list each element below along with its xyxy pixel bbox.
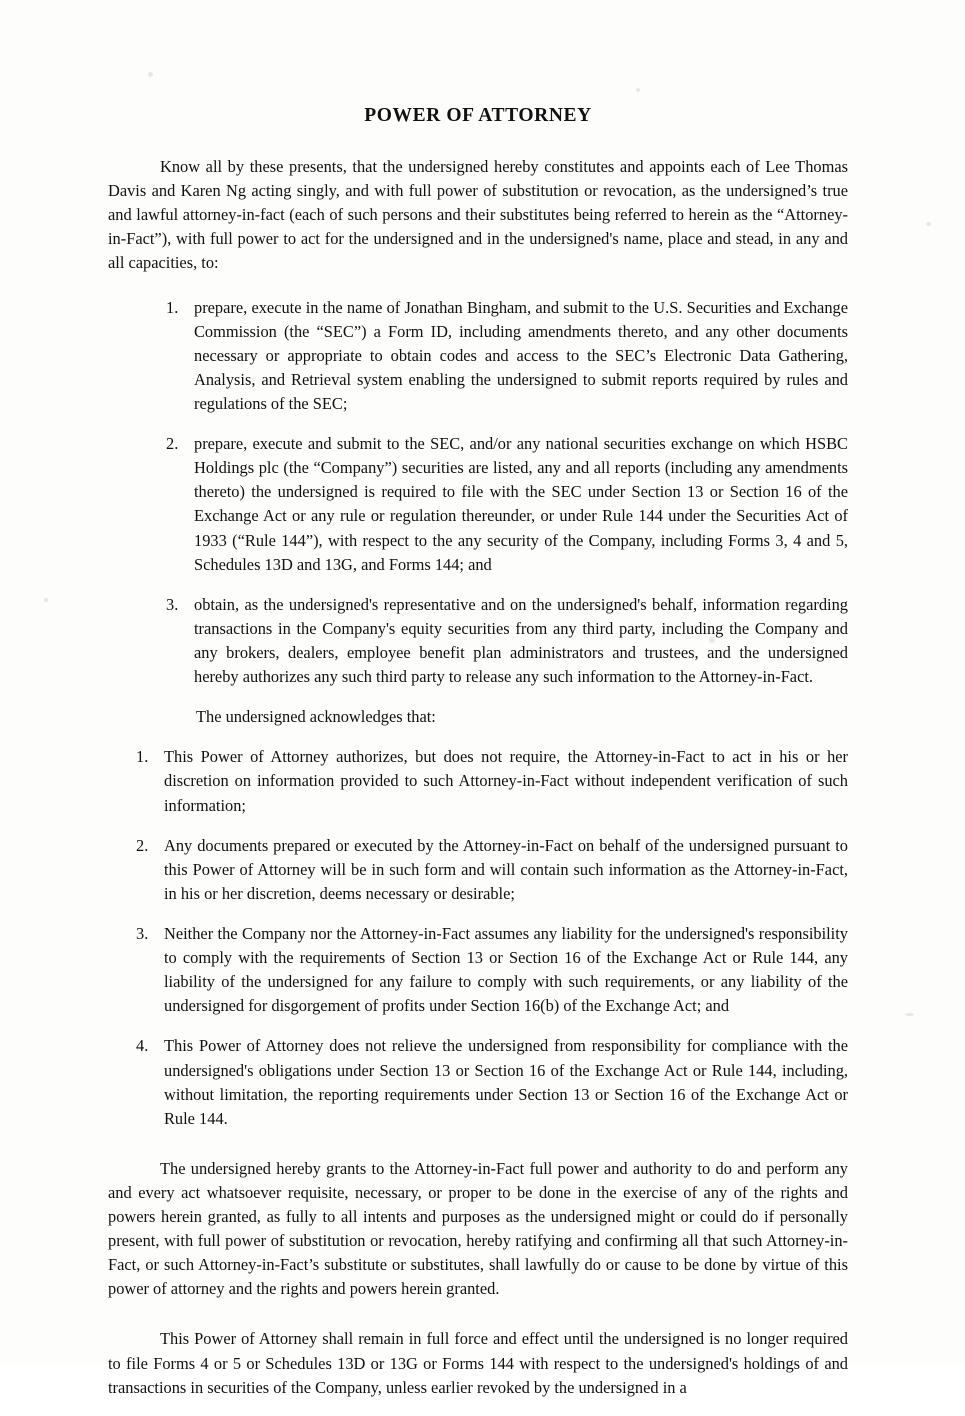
acknowledgements-list <box>130 745 848 1131</box>
page-title: POWER OF ATTORNEY <box>364 105 592 126</box>
list-item-marker: 3. <box>166 594 179 614</box>
scan-speck <box>905 1013 914 1016</box>
list-item-text: prepare, execute in the name of Jonathan Bingham, and submit to the U.S. Securities and Exchange Commission (the “SEC”) a Form ID, including amendments thereto, and any other documents necessary or appropriate to obtain codes and access to the SEC’s Electronic Data Gathering, Analysis, and Retrieval system enabling the undersigned to submit reports required by rules and regulations of the SEC; <box>194 297 848 413</box>
acknowledgement-lead: The undersigned acknowledges that: <box>196 707 436 727</box>
scan-speck <box>44 598 48 602</box>
list-item <box>160 296 848 417</box>
list-item-marker: 4. <box>136 1036 149 1056</box>
list-item-marker: 1. <box>136 747 149 767</box>
list-item <box>130 922 848 1018</box>
list-item-marker: 2. <box>136 835 149 855</box>
scan-speck <box>926 222 931 226</box>
powers-list <box>160 296 848 690</box>
list-item-text: prepare, execute and submit to the SEC, and/or any national securities exchange on which HSBC Holdings plc (the “Company”) securities are listed, any and all reports (including any amendments thereto) the undersigned is required to file with the SEC under Section 13 or Section 16 of the Exchange Act or any rule or regulation thereunder, or under Rule 144 under the Securities Act of 1933 (“Rule 144”), with respect to the any security of the Company, including Forms 3, 4 and 5, Schedules 13D and 13G, and Forms 144; and <box>194 434 848 574</box>
list-item-marker: 1. <box>166 297 179 317</box>
list-item <box>160 593 848 689</box>
list-item <box>130 834 848 906</box>
document-body <box>108 105 848 1416</box>
intro-paragraph: Know all by these presents, that the undersigned hereby constitutes and appoints each of Lee Thomas Davis and Karen Ng acting singly, and with full power of substitution or revocation, as the undersigned’s true and lawful attorney-in-fact (each of such persons and their substitutes being referred to herein as the “Attorney-in-Fact”), with full power to act for the undersigned and in the undersigned's name, place and stead, in any and all capacities, to: <box>108 157 848 273</box>
list-item-text: This Power of Attorney does not relieve the undersigned from responsibility for compliance with the undersigned's obligations under Section 13 or Section 16 of the Exchange Act or Rule 144, including, without limitation, the reporting requirements under Section 13 or Section 16 of the Exchange Act or Rule 144. <box>164 1036 848 1128</box>
list-item <box>160 432 848 577</box>
list-item-text: This Power of Attorney authorizes, but does not require, the Attorney-in-Fact to act in his or her discretion on information provided to such Attorney-in-Fact without independent verification of such information; <box>164 747 848 815</box>
list-item-text: Neither the Company nor the Attorney-in-Fact assumes any liability for the undersigned's responsibility to comply with the requirements of Section 13 or Section 16 of the Exchange Act or Rule 144, any liability of the undersigned for any failure to comply with such requirements, or any liability of the undersigned for disgorgement of profits under Section 16(b) of the Exchange Act; and <box>164 923 848 1016</box>
list-item <box>130 745 848 817</box>
list-item <box>130 1034 848 1130</box>
scan-speck <box>148 72 153 77</box>
scan-speck <box>636 88 640 92</box>
list-item-marker: 3. <box>136 923 149 943</box>
list-item-marker: 2. <box>166 434 179 454</box>
closing-paragraph: This Power of Attorney shall remain in full force and effect until the undersigned is no longer required to file Forms 4 or 5 or Schedules 13D or 13G or Forms 144 with respect to the undersigned's holdings of and transactions in securities of the Company, unless earlier revoked by the undersigned in a <box>108 1329 848 1397</box>
grant-paragraph: The undersigned hereby grants to the Attorney-in-Fact full power and authority to do and perform any and every act whatsoever requisite, necessary, or proper to be done in the exercise of any of the rights and powers herein granted, as fully to all intents and purposes as the undersigned might or could do if personally present, with full power of substitution or revocation, hereby ratifying and confirming all that such Attorney-in-Fact, or such Attorney-in-Fact’s substitute or substitutes, shall lawfully do or cause to be done by virtue of this power of attorney and the rights and powers herein granted. <box>108 1158 848 1299</box>
list-item-text: Any documents prepared or executed by the Attorney-in-Fact on behalf of the undersigned pursuant to this Power of Attorney will be in such form and will contain such information as the Attorney-in-Fact, in his or her discretion, deems necessary or desirable; <box>164 835 848 903</box>
list-item-text: obtain, as the undersigned's representative and on the undersigned's behalf, information regarding transactions in the Company's equity securities from any third party, including the Company and any brokers, dealers, employee benefit plan administrators and trustees, and the undersigned hereby authorizes any such third party to release any such information to the Attorney-in-Fact. <box>194 594 848 687</box>
